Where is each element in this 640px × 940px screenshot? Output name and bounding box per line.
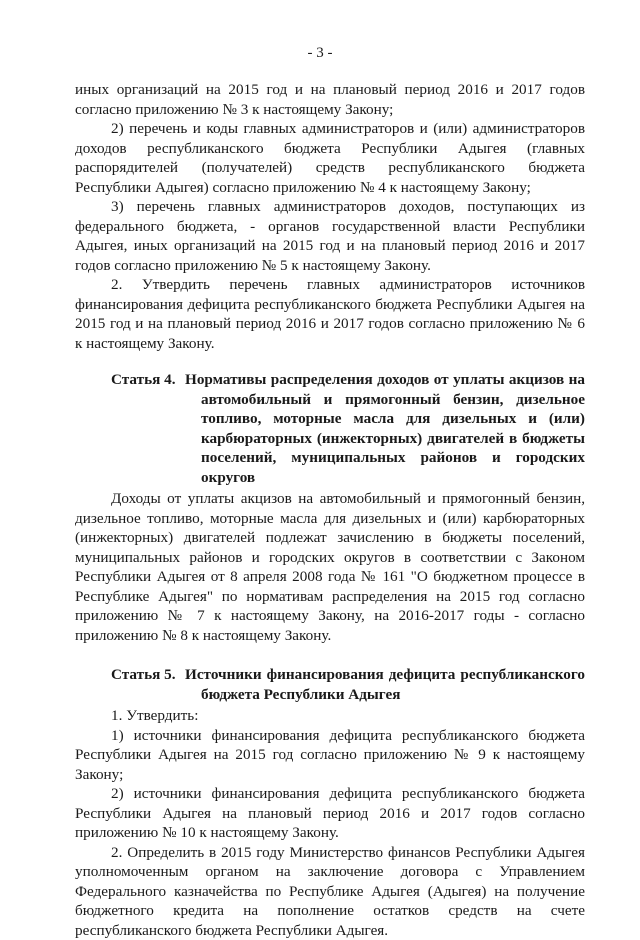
paragraph: 2) источники финансирования дефицита республиканского бюджета Республики Адыгея на плановый период 2016 и 2017 годов согласно приложению № 10 к настоящему Закону.: [75, 784, 585, 843]
article-number: Статья 4.: [75, 370, 185, 390]
page-number: - 3 -: [0, 44, 640, 62]
article-4-heading: [75, 370, 585, 487]
paragraph: 2) перечень и коды главных администраторов и (или) администраторов доходов республиканского бюджета Республики Адыгея (главных распорядителей (получателей) средств республиканского бюджета Республики Адыгея) согласно приложению № 4 к настоящему Закону;: [75, 119, 585, 197]
article-number: Статья 5.: [75, 665, 185, 685]
article-5-heading: [75, 665, 585, 704]
article-title: Источники финансирования дефицита республиканского бюджета Республики Адыгея: [185, 665, 585, 704]
paragraph: 2. Определить в 2015 году Министерство финансов Республики Адыгея уполномоченным органом на заключение договора с Управлением Федерального казначейства по Республике Адыгея (Адыгея) на получение бюджетного кредита на пополнение остатков средств на счете республиканского бюджета Республики Адыгея.: [75, 843, 585, 940]
paragraph: 3) перечень главных администраторов доходов, поступающих из федерального бюджета, - органов государственной власти Республики Адыгея, иных организаций на 2015 год и на плановый период 2016 и 2017 годов согласно приложению № 5 к настоящему Закону.: [75, 197, 585, 275]
paragraph: Доходы от уплаты акцизов на автомобильный и прямогонный бензин, дизельное топливо, моторные масла для дизельных и (или) карбюраторных (инжекторных) двигателей подлежат зачислению в бюджеты поселений, муниципальных районов и городских округов в соответствии с Законом Республики Адыгея от 8 апреля 2008 года № 161 "О бюджетном процессе в Республике Адыгея" по нормативам распределения на 2015 год согласно приложению № 7 к настоящему Закону, на 2016-2017 годы - согласно приложению № 8 к настоящему Закону.: [75, 489, 585, 645]
paragraph: 2. Утвердить перечень главных администраторов источников финансирования дефицита республиканского бюджета Республики Адыгея на 2015 год и на плановый период 2016 и 2017 годов согласно приложению № 6 к настоящему Закону.: [75, 275, 585, 353]
document-body: [75, 80, 585, 940]
paragraph: 1) источники финансирования дефицита республиканского бюджета Республики Адыгея на 2015 год согласно приложению № 9 к настоящему Закону;: [75, 726, 585, 785]
article-title: Нормативы распределения доходов от уплаты акцизов на автомобильный и прямогонный бензин, дизельное топливо, моторные масла для дизельных и (или) карбюраторных (инжекторных) двигателей в бюджеты поселений, муниципальных районов и городских округов: [185, 370, 585, 487]
paragraph: 1. Утвердить:: [75, 706, 585, 726]
paragraph: иных организаций на 2015 год и на плановый период 2016 и 2017 годов согласно приложению № 3 к настоящему Закону;: [75, 80, 585, 119]
